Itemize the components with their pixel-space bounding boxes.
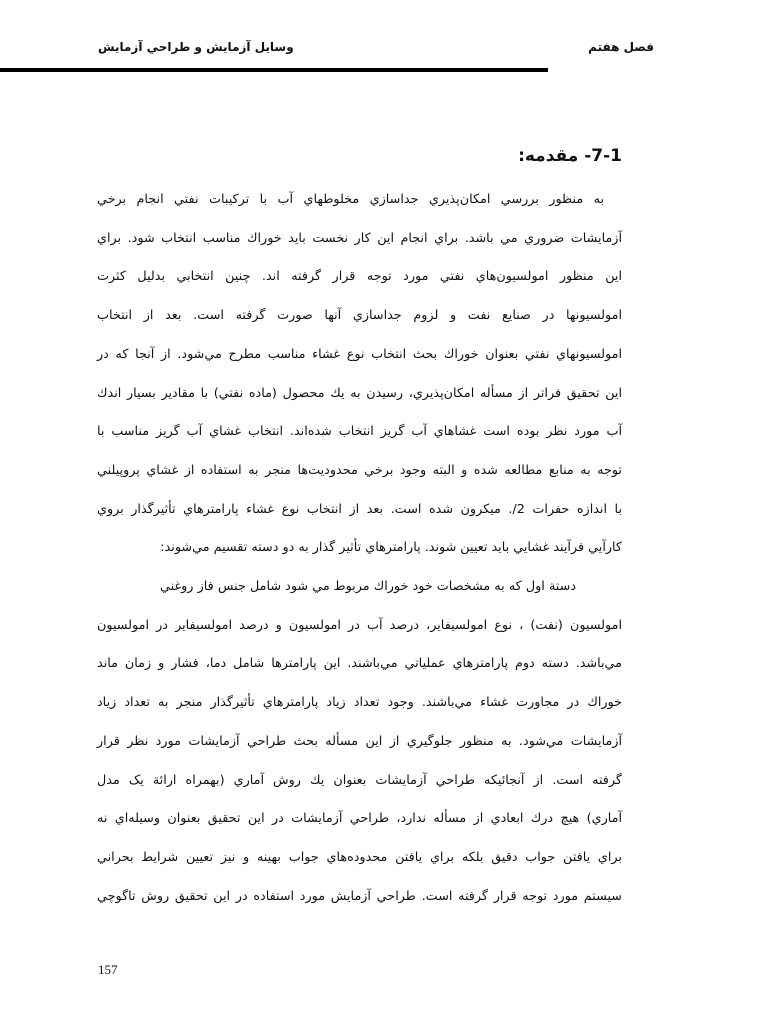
text-line: براي يافتن جواب دقيق بلكه براي يافتن محدوده‌هاي جواب بهينه و نيز تعيين شرايط بحراني xyxy=(97,849,622,865)
text-line: امولسيون (نفت) ، نوع امولسيفاير، درصد آب در امولسيون و درصد امولسيفاير در امولسيون xyxy=(97,617,622,633)
text-line: كارآيي فرآيند غشايي بايد تعيين شوند. پارامترهاي تأثير گذار به دو دسته تقسيم مي‌شوند: xyxy=(160,540,622,556)
text-line: آماري) هيچ درك ابعادي از مسأله ندارد، طراحي آزمايشات در اين تحقيق بعنوان وسيله‌اي نه xyxy=(97,811,622,827)
paragraph xyxy=(97,568,622,916)
text-line: گرفته است. از آنجائيكه طراحي آزمايشات بعنوان يك روش آماري (بهمراه ارائة يک مدل xyxy=(97,772,622,788)
text-line: امولسيونهاي نفتي بعنوان خوراك بحث انتخاب نوع غشاء مناسب مطرح مي‌شود. از آنجا كه در xyxy=(97,346,622,362)
section-heading: 7-1- مقدمه: xyxy=(518,146,622,166)
paragraph xyxy=(97,181,622,568)
running-title: وسايل آزمايش و طراحي آزمايش xyxy=(98,40,294,54)
text-line: سيستم مورد توجه قرار گرفته است. طراحي آزمايش مورد استفاده در اين تحقيق روش تاگوچي xyxy=(97,888,622,904)
text-line: خوراك در مجاورت غشاء مي‌باشند. وجود تعداد زياد پارامترهاي تأثيرگذار منجر به تعداد زياد xyxy=(97,695,622,711)
text-line: اين منظور امولسيون‌هاي نفتي مورد توجه قرار گرفته اند. چنين انتخابي بدليل كثرت xyxy=(97,269,622,285)
text-line: به منظور بررسي امكان‌پذيري جداسازي مخلوطهاي آب با تركيبات نفتي انجام برخي xyxy=(97,192,604,207)
text-line: با اندازه حفرات 2/. ميكرون شده است. بعد از انتخاب نوع غشاء پارامترهاي تأثيرگذار بروي xyxy=(97,501,622,517)
text-line: آزمايشات ضروري مي باشد. براي انجام اين كار نخست بايد خوراك مناسب انتخاب شود. براي xyxy=(97,230,622,246)
body-text xyxy=(97,181,622,916)
text-line: توجه به منابع مطالعه شده و البته وجود برخي محدوديت‌ها منجر به استفاده از غشاي پروپيلني xyxy=(97,462,622,478)
chapter-label: فصل هفتم xyxy=(588,40,654,54)
page-number: 157 xyxy=(98,962,118,977)
header-rule xyxy=(0,68,548,72)
text-line: دستة اول كه به مشخصات خود خوراك مربوط مي شود شامل جنس فاز روغني xyxy=(160,579,576,595)
text-line: مي‌باشد. دسته دوم پارامترهاي عملياتي مي‌باشند. اين پارامترها شامل دما، فشار و زمان ماند xyxy=(97,656,622,672)
text-line: آزمايشات مي‌شود. به منظور جلوگيري از اين مسأله بحث طراحي آزمايشات مورد نظر قرار xyxy=(97,733,622,749)
text-line: امولسيونها در صنايع نفت و لزوم جداسازي آنها صورت گرفته است. بعد از انتخاب xyxy=(97,308,622,324)
text-line: اين تحقيق فراتر از مسأله امكان‌پذيري، رسيدن به يك محصول (ماده نفتي) با مقادير بسيار اندك xyxy=(97,385,622,401)
text-line: آب مورد نظر بوده است غشاهاي آب گريز انتخاب شده‌اند. انتخاب غشاي آب گريز مناسب با xyxy=(97,424,622,440)
